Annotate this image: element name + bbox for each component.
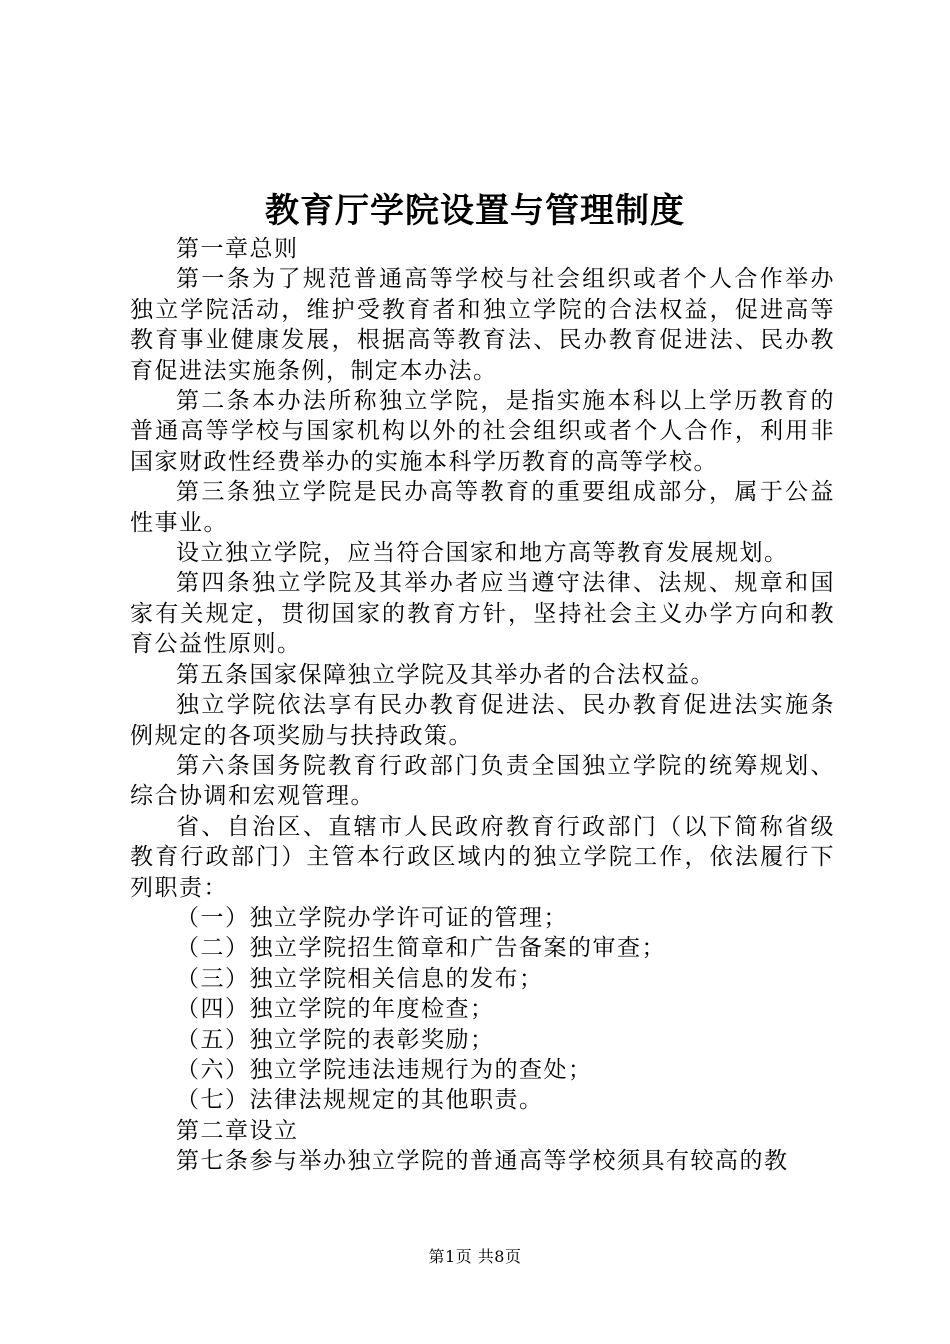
article-paragraph: 第一条为了规范普通高等学校与社会组织或者个人合作举办独立学院活动，维护受教育者和独立学院的合法权益，促进高等教育事业健康发展，根据高等教育法、民办教育促进法、民办教育促进法实施条例，制定本办法。	[130, 266, 835, 384]
chapter-heading: 第二章设立	[176, 1117, 299, 1144]
article-paragraph: 第四条独立学院及其举办者应当遵守法律、法规、规章和国家有关规定，贯彻国家的教育方针，坚持社会主义办学方向和教育公益性原则。	[130, 570, 835, 658]
article-paragraph: 第五条国家保障独立学院及其举办者的合法权益。	[176, 661, 715, 688]
article-paragraph: 第二条本办法所称独立学院，是指实施本科以上学历教育的普通高等学校与国家机构以外的社会组织或者个人合作，利用非国家财政性经费举办的实施本科学历教育的高等学校。	[130, 388, 835, 475]
article-paragraph: 独立学院依法享有民办教育促进法、民办教育促进法实施条例规定的各项奖励与扶持政策。	[130, 692, 835, 749]
list-item: （五）独立学院的表彰奖励；	[176, 1026, 495, 1053]
document-body	[130, 234, 835, 1177]
list-item: （四）独立学院的年度检查；	[176, 996, 495, 1023]
article-paragraph: 设立独立学院，应当符合国家和地方高等教育发展规划。	[176, 540, 789, 567]
list-item: （七）法律法规规定的其他职责。	[176, 1087, 544, 1114]
article-paragraph: 省、自治区、直辖市人民政府教育行政部门（以下简称省级教育行政部门）主管本行政区域内的独立学院工作，依法履行下列职责：	[130, 813, 835, 901]
list-item: （六）独立学院违法违规行为的查处；	[176, 1056, 593, 1083]
article-paragraph: 第三条独立学院是民办高等教育的重要组成部分，属于公益性事业。	[130, 479, 835, 536]
list-item: （三）独立学院相关信息的发布；	[176, 965, 544, 992]
article-paragraph: 第七条参与举办独立学院的普通高等学校须具有较高的教	[176, 1148, 789, 1175]
list-item: （二）独立学院招生简章和广告备案的审查；	[176, 935, 666, 962]
chapter-heading: 第一章总则	[176, 236, 299, 262]
page-footer: 第1页 共8页	[428, 1247, 522, 1266]
document-title: 教育厅学院设置与管理制度	[265, 191, 685, 231]
list-item: （一）独立学院办学许可证的管理；	[176, 904, 568, 931]
article-paragraph: 第六条国务院教育行政部门负责全国独立学院的统筹规划、综合协调和宏观管理。	[130, 752, 835, 810]
